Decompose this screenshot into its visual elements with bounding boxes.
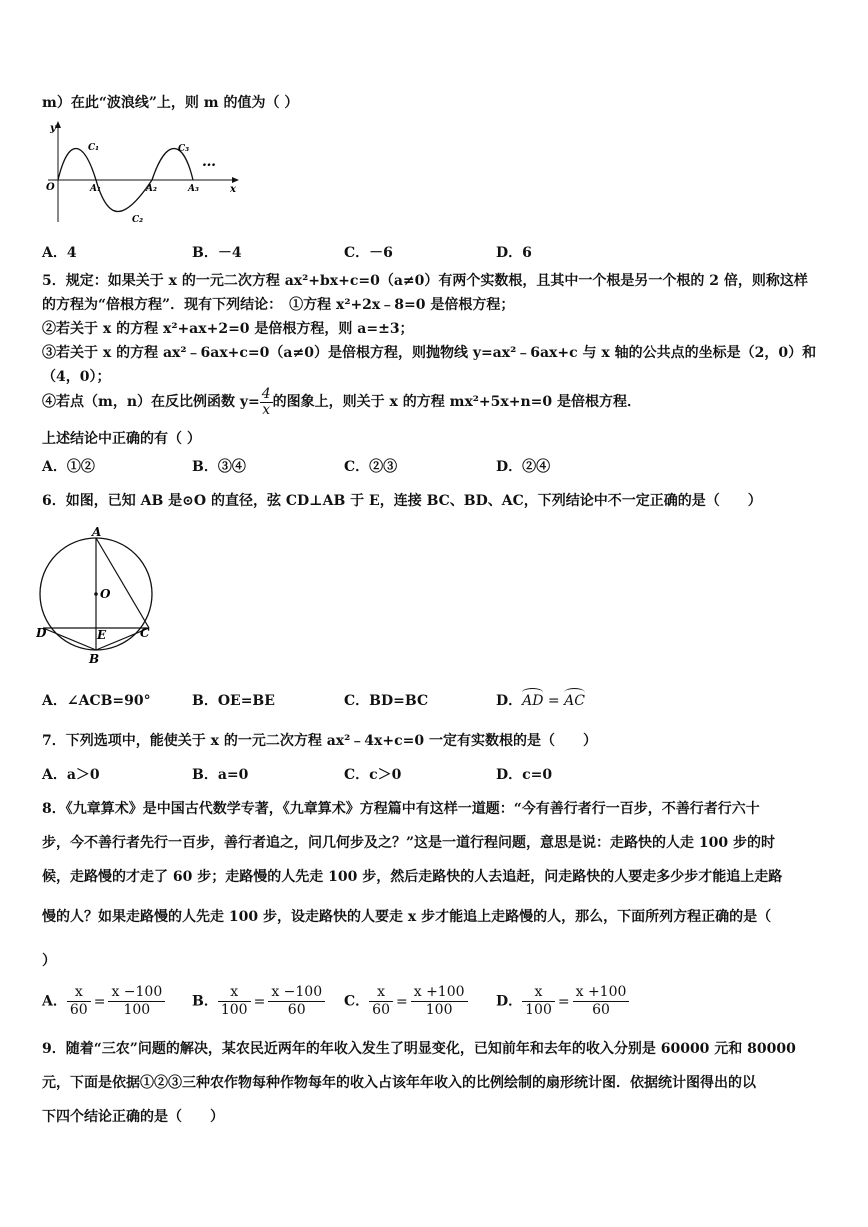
q4-stem: m）在此“波浪线”上，则 m 的值为（ ） bbox=[42, 95, 299, 111]
q7-option-a[interactable]: A．a＞0 bbox=[42, 767, 100, 783]
q9-line-3: 下四个结论正确的是（ ） bbox=[42, 1109, 224, 1125]
ellipsis-label: … bbox=[202, 154, 216, 170]
origin-label: O bbox=[46, 182, 55, 193]
q4-option-c[interactable]: C．－6 bbox=[344, 245, 393, 261]
q4-option-a[interactable]: A．4 bbox=[42, 245, 77, 261]
c3-label: C₃ bbox=[178, 144, 190, 154]
q9-line-2: 元，下面是依据①②③三种农作物每种作物每年的收入占该年年收入的比例绘制的扇形统计图．依据统计图得出的以 bbox=[42, 1075, 756, 1091]
arc-ad: AD bbox=[522, 693, 544, 709]
q6-option-d[interactable]: D．AD = AC bbox=[496, 693, 585, 709]
a1-label: A₁ bbox=[90, 184, 101, 194]
q7-option-d[interactable]: D．c=0 bbox=[496, 767, 553, 783]
q8-line-1: 8．《九章算术》是中国古代数学专著，《九章算术》方程篇中有这样一道题：“今有善行者行一百步，不善行者行六十 bbox=[42, 801, 760, 817]
point-d-label: D bbox=[36, 626, 47, 640]
q5-line-2: 的方程为“倍根方程”．现有下列结论： ①方程 x²+2x﹣8=0 是倍根方程； bbox=[42, 297, 515, 313]
circle-figure bbox=[36, 524, 156, 666]
q8-option-b[interactable]: B． $\frac{x}{100}$ = $\frac{x -100}{60}$ bbox=[192, 984, 325, 1019]
c2-label: C₂ bbox=[132, 215, 144, 225]
q8-line-4: 慢的人？如果走路慢的人先走 100 步，设走路快的人要走 x 步才能追上走路慢的人，那么，下面所列方程正确的是（ bbox=[42, 909, 772, 925]
q5-line-1: 5．规定：如果关于 x 的一元二次方程 ax²+bx+c=0（a≠0）有两个实数根，且其中一个根是另一个根的 2 倍，则称这样 bbox=[42, 273, 808, 289]
point-c-label: C bbox=[140, 626, 150, 640]
a2-label: A₂ bbox=[146, 184, 157, 194]
q6-option-b[interactable]: B．OE=BE bbox=[192, 693, 275, 709]
point-o-label: O bbox=[100, 587, 111, 601]
a3-label: A₃ bbox=[188, 184, 199, 194]
q5-option-a[interactable]: A．①② bbox=[42, 459, 95, 475]
q5-option-c[interactable]: C．②③ bbox=[344, 459, 398, 475]
wave-graph bbox=[38, 118, 244, 226]
q8-line-5: ） bbox=[42, 953, 56, 969]
q8-option-d[interactable]: D． $\frac{x}{100}$ = $\frac{x +100}{60}$ bbox=[496, 984, 629, 1019]
c1-label: C₁ bbox=[88, 143, 100, 153]
q9-line-1: 9．随着“三农”问题的解决，某农民近两年的年收入发生了明显变化，已知前年和去年的收入分别是 60000 元和 80000 bbox=[42, 1041, 796, 1057]
q5-line-7: 上述结论中正确的有（ ） bbox=[42, 431, 201, 447]
q4-option-b[interactable]: B．－4 bbox=[192, 245, 242, 261]
y-axis-label: y bbox=[50, 123, 56, 134]
q7-option-c[interactable]: C．c＞0 bbox=[344, 767, 402, 783]
q8-option-c[interactable]: C． $\frac{x}{60}$ = $\frac{x +100}{100}$ bbox=[344, 984, 468, 1019]
q5-line-4: ③若关于 x 的方程 ax²﹣6ax+c=0（a≠0）是倍根方程，则抛物线 y=ax²﹣6ax+c 与 x 轴的公共点的坐标是（2，0）和 bbox=[42, 345, 817, 361]
fraction-4-over-x: $\frac{4}{x}$ bbox=[261, 385, 271, 418]
q5-line-5: （4，0）； bbox=[42, 369, 111, 385]
q8-option-a[interactable]: A． $\frac{x}{60}$ = $\frac{x -100}{100}$ bbox=[42, 984, 165, 1019]
q7-option-b[interactable]: B．a=0 bbox=[192, 767, 249, 783]
q5-option-d[interactable]: D．②④ bbox=[496, 459, 551, 475]
q7-stem: 7．下列选项中，能使关于 x 的一元二次方程 ax²﹣4x+c=0 一定有实数根的是（ ） bbox=[42, 733, 597, 749]
q4-option-d[interactable]: D．6 bbox=[496, 245, 532, 261]
q6-option-a[interactable]: A．∠ACB=90° bbox=[42, 693, 151, 709]
arc-ac: AC bbox=[564, 693, 585, 709]
point-e-label: E bbox=[97, 628, 107, 642]
x-axis-label: x bbox=[230, 184, 236, 195]
q8-line-3: 候，走路慢的才走了 60 步；走路慢的人先走 100 步，然后走路快的人去追赶，问走路快的人要走多少步才能追上走路 bbox=[42, 869, 783, 885]
q6-stem: 6．如图，已知 AB 是⊙O 的直径，弦 CD⊥AB 于 E，连接 BC、BD、AC，下列结论中不一定正确的是（ ） bbox=[42, 493, 762, 509]
q8-line-2: 步，今不善行者先行一百步，善行者追之，问几何步及之？”这是一道行程问题，意思是说：走路快的人走 100 步的时 bbox=[42, 835, 776, 851]
q5-option-b[interactable]: B．③④ bbox=[192, 459, 246, 475]
q5-line-6: ④若点（m，n）在反比例函数 y= $\frac{4}{x}$ 的图象上，则关于 x 的方程 mx²+5x+n=0 是倍根方程． bbox=[42, 385, 641, 418]
q5-line-3: ②若关于 x 的方程 x²+ax+2=0 是倍根方程，则 a=±3； bbox=[42, 321, 414, 337]
point-b-label: B bbox=[89, 652, 100, 666]
point-a-label: A bbox=[92, 525, 102, 539]
q6-option-c[interactable]: C．BD=BC bbox=[344, 693, 429, 709]
